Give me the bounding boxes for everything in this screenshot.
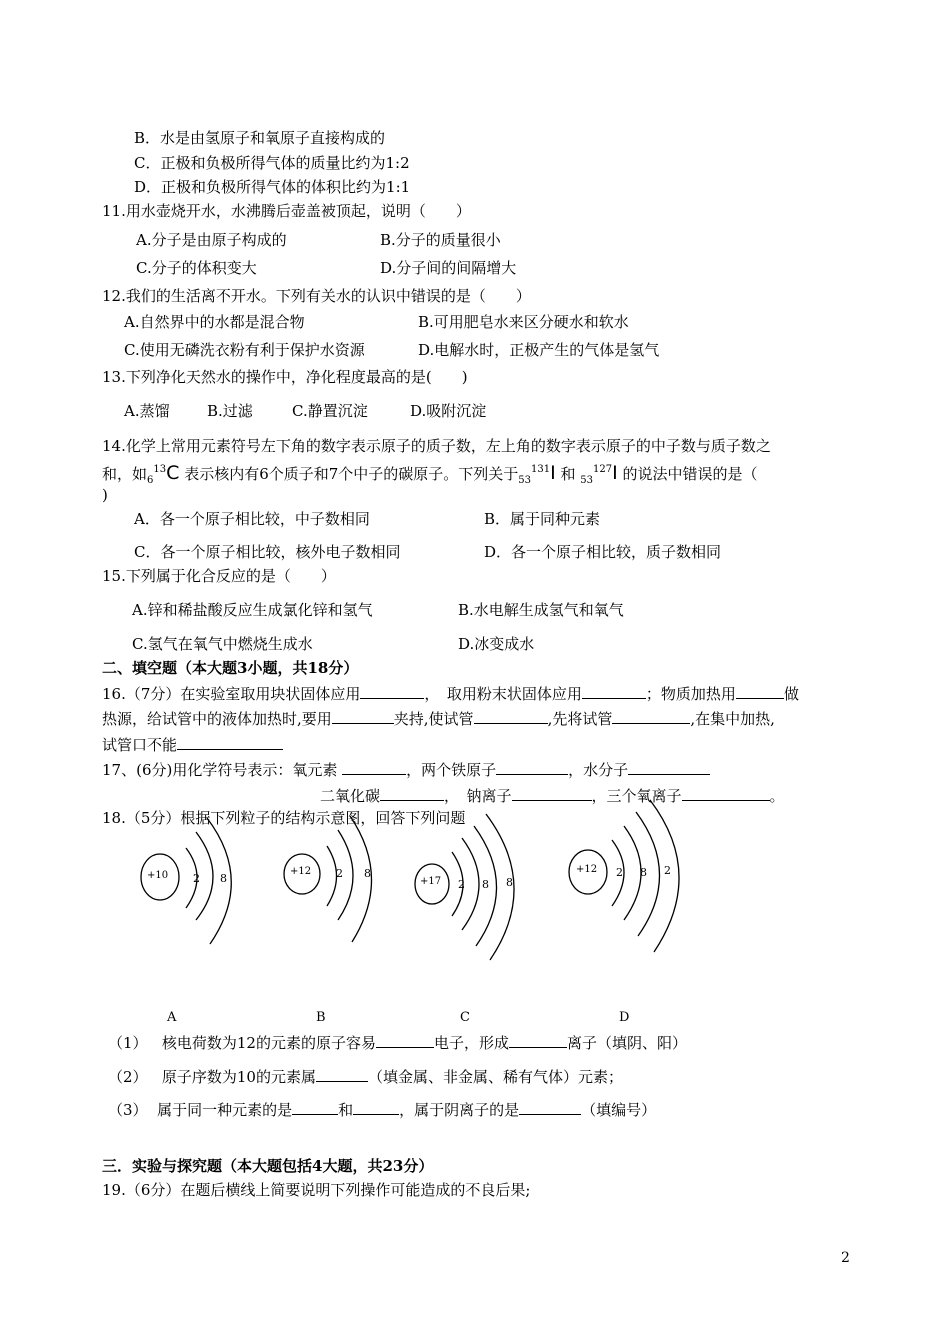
shell-electrons: 2 [616, 866, 623, 879]
nucleus-circle [284, 854, 320, 894]
diagram-label-b: B [316, 1010, 326, 1025]
shell-arc [186, 848, 197, 908]
q12-option-b: B.可用肥皂水来区分硬水和软水 [418, 313, 629, 331]
atom-diagram-a [141, 818, 231, 944]
shell-electrons: 2 [336, 867, 343, 880]
section-heading-fill-blank: 二、填空题（本大题3小题，共18分） [102, 659, 359, 677]
q15-stem: 15.下列属于化合反应的是（ ） [102, 567, 336, 585]
q12-option-c: C.使用无磷洗衣粉有利于保护水资源 [124, 341, 365, 359]
answer-blank[interactable] [612, 708, 690, 724]
answer-blank[interactable] [628, 759, 710, 775]
answer-blank[interactable] [736, 683, 784, 699]
shell-arc [462, 838, 479, 930]
nucleus-charge: +12 [576, 864, 598, 875]
answer-blank[interactable] [177, 734, 283, 750]
shell-electrons: 2 [458, 878, 465, 891]
answer-blank[interactable] [509, 1032, 567, 1048]
q14-option-c: C．各一个原子相比较，核外电子数相同 [134, 543, 401, 561]
shell-arc [452, 852, 463, 916]
shell-electrons: 8 [640, 866, 647, 879]
answer-blank[interactable] [512, 785, 592, 801]
shell-electrons: 8 [220, 872, 227, 885]
nucleus-charge: +17 [420, 876, 442, 887]
atom-diagram-d [569, 800, 679, 952]
q17-line1: 17、(6分)用化学符号表示：氧元素 ，两个铁原子 ，水分子 [102, 759, 710, 780]
q14-stem-line1: 14.化学上常用元素符号左下角的数字表示原子的质子数，左上角的数字表示原子的中子数与质子数之 [102, 437, 771, 455]
shell-electrons: 8 [506, 876, 513, 889]
q10-option-d: D．正极和负极所得气体的体积比约为1:1 [134, 178, 411, 196]
shell-arc [474, 826, 497, 946]
q15-option-d: D.冰变成水 [458, 635, 535, 653]
shell-electrons: 2 [193, 872, 200, 885]
shell-electrons: 8 [364, 867, 371, 880]
q11-option-a: A.分子是由原子构成的 [136, 231, 287, 249]
shell-arc [350, 816, 372, 942]
shell-arc [612, 840, 624, 906]
atom-diagram-c [415, 814, 514, 960]
diagram-label-c: C [460, 1010, 470, 1025]
q11-option-b: B.分子的质量很小 [380, 231, 501, 249]
answer-blank[interactable] [496, 759, 568, 775]
answer-blank[interactable] [292, 1099, 338, 1115]
q14-stem-line3: ) [102, 486, 108, 504]
answer-blank[interactable] [582, 683, 646, 699]
q11-option-c: C.分子的体积变大 [136, 259, 257, 277]
q14-option-a: A．各一个原子相比较，中子数相同 [134, 510, 370, 528]
q13-option-d: D.吸附沉淀 [410, 402, 487, 420]
q12-option-d: D.电解水时，正极产生的气体是氢气 [418, 341, 660, 359]
q13-option-b: B.过滤 [207, 402, 253, 420]
atom-diagram-b [284, 816, 372, 942]
q18-stem: 18.（5分）根据下列粒子的结构示意图，回答下列问题 [102, 809, 466, 827]
nucleus-charge: +10 [147, 870, 169, 881]
answer-blank[interactable] [316, 1066, 368, 1082]
shell-electrons: 8 [482, 878, 489, 891]
q15-option-b: B.水电解生成氢气和氧气 [458, 601, 624, 619]
shell-arc [338, 830, 353, 920]
q12-stem: 12.我们的生活离不开水。下列有关水的认识中错误的是（ ） [102, 287, 531, 305]
nucleus-circle [415, 864, 449, 904]
q10-option-c: C．正极和负极所得气体的质量比约为1:2 [134, 154, 410, 172]
q18-sub1: （1） 核电荷数为12的元素的原子容易 电子，形成 离子（填阴、阳） [108, 1034, 687, 1052]
q14-stem-line2: 和，如$_6^{13}$C 表示核内有6个质子和7个中子的碳原子。下列关于$_{53}^{131}$I 和 $_{53}^{127}$I 的说法中错误的是（ [102, 462, 758, 486]
answer-blank[interactable] [342, 759, 406, 775]
q11-option-d: D.分子间的间隔增大 [380, 259, 517, 277]
section-heading-experiment: 三．实验与探究题（本大题包括4大题，共23分） [102, 1157, 434, 1175]
shell-arc [624, 826, 641, 920]
q17-line2: 二氧化碳 ， 钠离子 ，三个氧离子 。 [320, 787, 785, 805]
q13-stem: 13.下列净化天然水的操作中，净化程度最高的是( ) [102, 368, 468, 386]
nucleus-circle [141, 854, 179, 900]
shell-arc [196, 832, 213, 920]
shell-arc [207, 818, 231, 944]
q18-sub2: （2） 原子序数为10的元素属 （填金属、非金属、稀有气体）元素； [108, 1068, 623, 1086]
q15-option-c: C.氢气在氧气中燃烧生成水 [132, 635, 313, 653]
q13-option-c: C.静置沉淀 [292, 402, 368, 420]
nucleus-charge: +12 [290, 866, 312, 877]
q19-stem: 19.（6分）在题后横线上简要说明下列操作可能造成的不良后果; [102, 1181, 531, 1199]
nucleus-circle [569, 850, 607, 894]
q10-option-b: B．水是由氢原子和氧原子直接构成的 [134, 129, 386, 147]
q12-option-a: A.自然界中的水都是混合物 [124, 313, 305, 331]
q16-line2: 热源，给试管中的液体加热时,要用 夹持,使试管 ,先将试管 ,在集中加热, [102, 710, 775, 728]
answer-blank[interactable] [519, 1099, 581, 1115]
diagram-label-d: D [619, 1010, 630, 1025]
diagram-label-a: A [167, 1010, 177, 1025]
q13-option-a: A.蒸馏 [124, 402, 170, 420]
answer-blank[interactable] [682, 785, 770, 801]
answer-blank[interactable] [332, 708, 394, 724]
q18-sub3: （3） 属于同一种元素的是 和 ，属于阴离子的是 （填编号） [108, 1101, 657, 1119]
shell-arc [636, 812, 660, 936]
q11-stem: 11.用水壶烧开水，水沸腾后壶盖被顶起，说明（ ） [102, 202, 471, 220]
shell-arc [327, 846, 337, 906]
answer-blank[interactable] [353, 1099, 399, 1115]
q15-option-a: A.锌和稀盐酸反应生成氯化锌和氢气 [132, 601, 373, 619]
shell-arc [650, 800, 679, 952]
page-number: 2 [841, 1250, 850, 1266]
answer-blank[interactable] [360, 683, 424, 699]
q14-option-b: B．属于同种元素 [484, 510, 601, 528]
q14-option-d: D．各一个原子相比较，质子数相同 [484, 543, 722, 561]
answer-blank[interactable] [376, 1032, 434, 1048]
answer-blank[interactable] [380, 785, 444, 801]
answer-blank[interactable] [474, 708, 548, 724]
q16-line3: 试管口不能 [102, 734, 283, 755]
q16-line1: 16.（7分）在实验室取用块状固体应用 ， 取用粉末状固体应用 ；物质加热用 做 [102, 685, 799, 703]
shell-electrons: 2 [664, 864, 671, 877]
shell-arc [486, 814, 514, 960]
